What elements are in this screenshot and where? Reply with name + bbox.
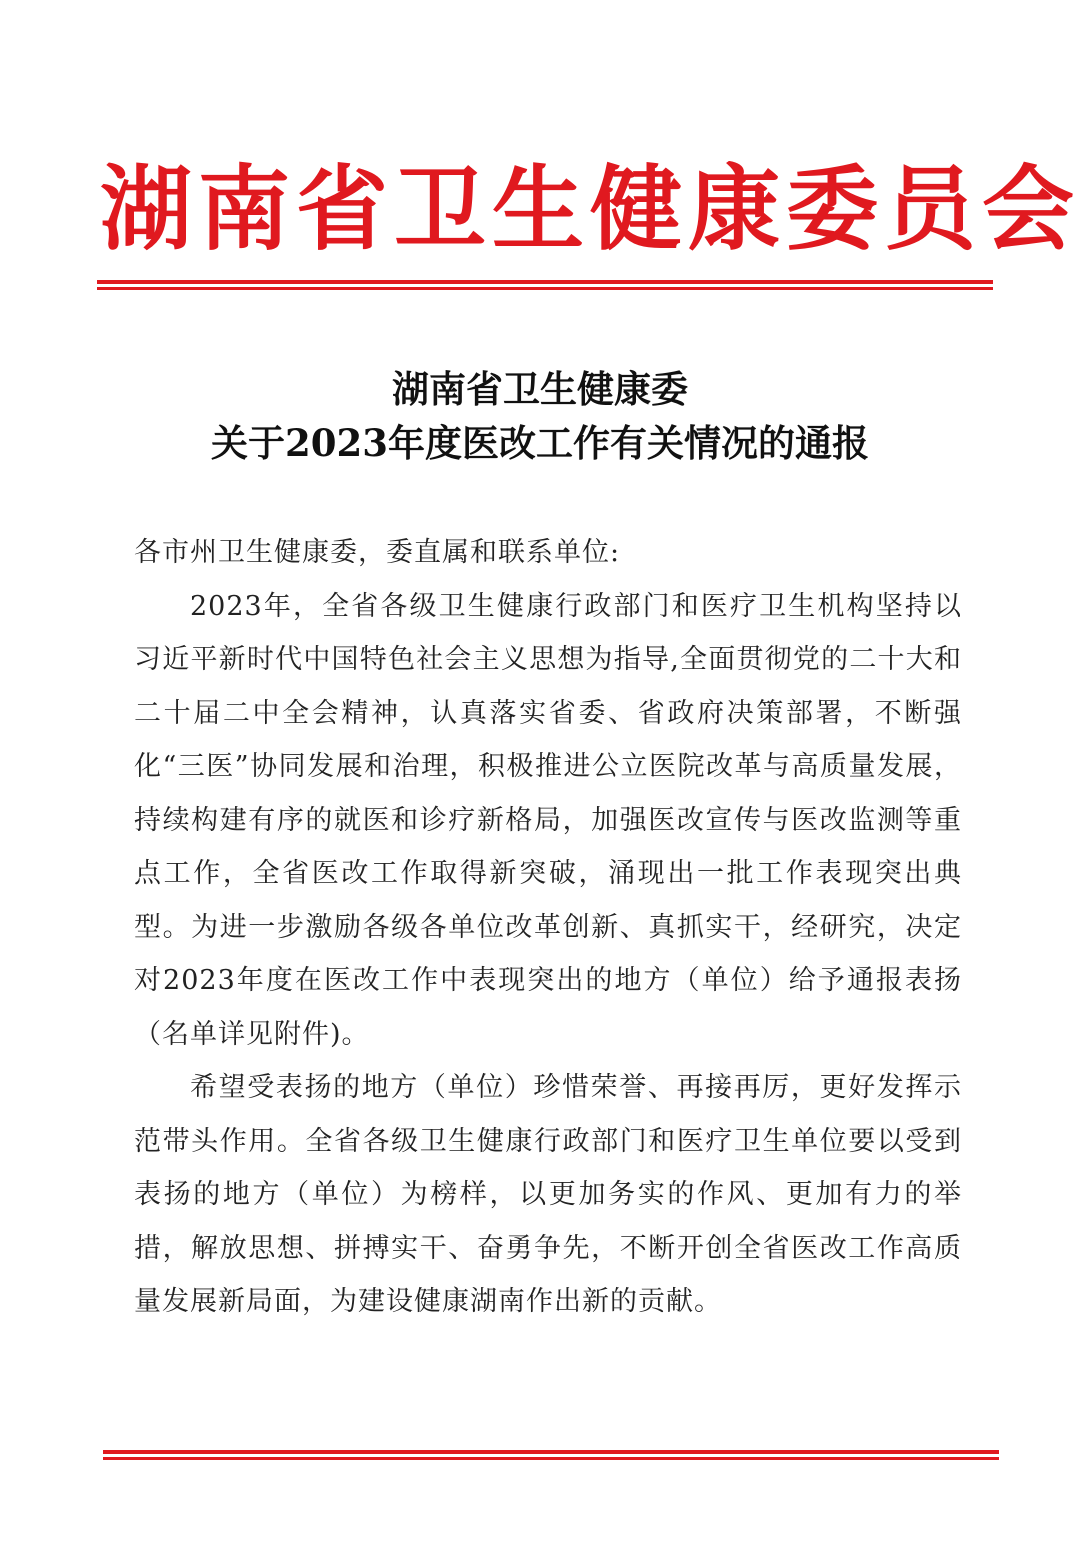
salutation: 各市州卫生健康委，委直属和联系单位:	[134, 537, 621, 568]
footer-rule-thin	[103, 1457, 999, 1460]
letterhead-rule-thick	[97, 280, 993, 284]
document-title-line-1: 湖南省卫生健康委	[392, 367, 688, 411]
letterhead-org-name: 湖南省卫生健康委员会	[100, 156, 1080, 263]
body-paragraph-2: 希望受表扬的地方（单位）珍惜荣誉、再接再厉，更好发挥示范带头作用。全省各级卫生健康行政部门和医疗卫生单位要以受到表扬的地方（单位）为榜样，以更加务实的作风、更加有力的举措，解放思想、拼搏实干、奋勇争先，不断开创全省医改工作高质量发展新局面，为建设健康湖南作出新的贡献。	[134, 1072, 962, 1317]
body-paragraph-1: 2023年，全省各级卫生健康行政部门和医疗卫生机构坚持以习近平新时代中国特色社会主义思想为指导,全面贯彻党的二十大和二十届二中全会精神，认真落实省委、省政府决策部署，不断强化“三医”协同发展和治理，积极推进公立医院改革与高质量发展，持续构建有序的就医和诊疗新格局，加强医改宣传与医改监测等重点工作，全省医改工作取得新突破，涌现出一批工作表现突出典型。为进一步激励各级各单位改革创新、真抓实干，经研究，决定对2023年度在医改工作中表现突出的地方（单位）给予通报表扬（名单详见附件)。	[134, 590, 962, 1050]
footer-rule-thick	[103, 1450, 999, 1454]
letterhead-rule-thin	[97, 287, 993, 290]
document-title-line-2: 关于2023年度医改工作有关情况的通报	[211, 421, 869, 465]
document-body	[134, 526, 962, 1329]
